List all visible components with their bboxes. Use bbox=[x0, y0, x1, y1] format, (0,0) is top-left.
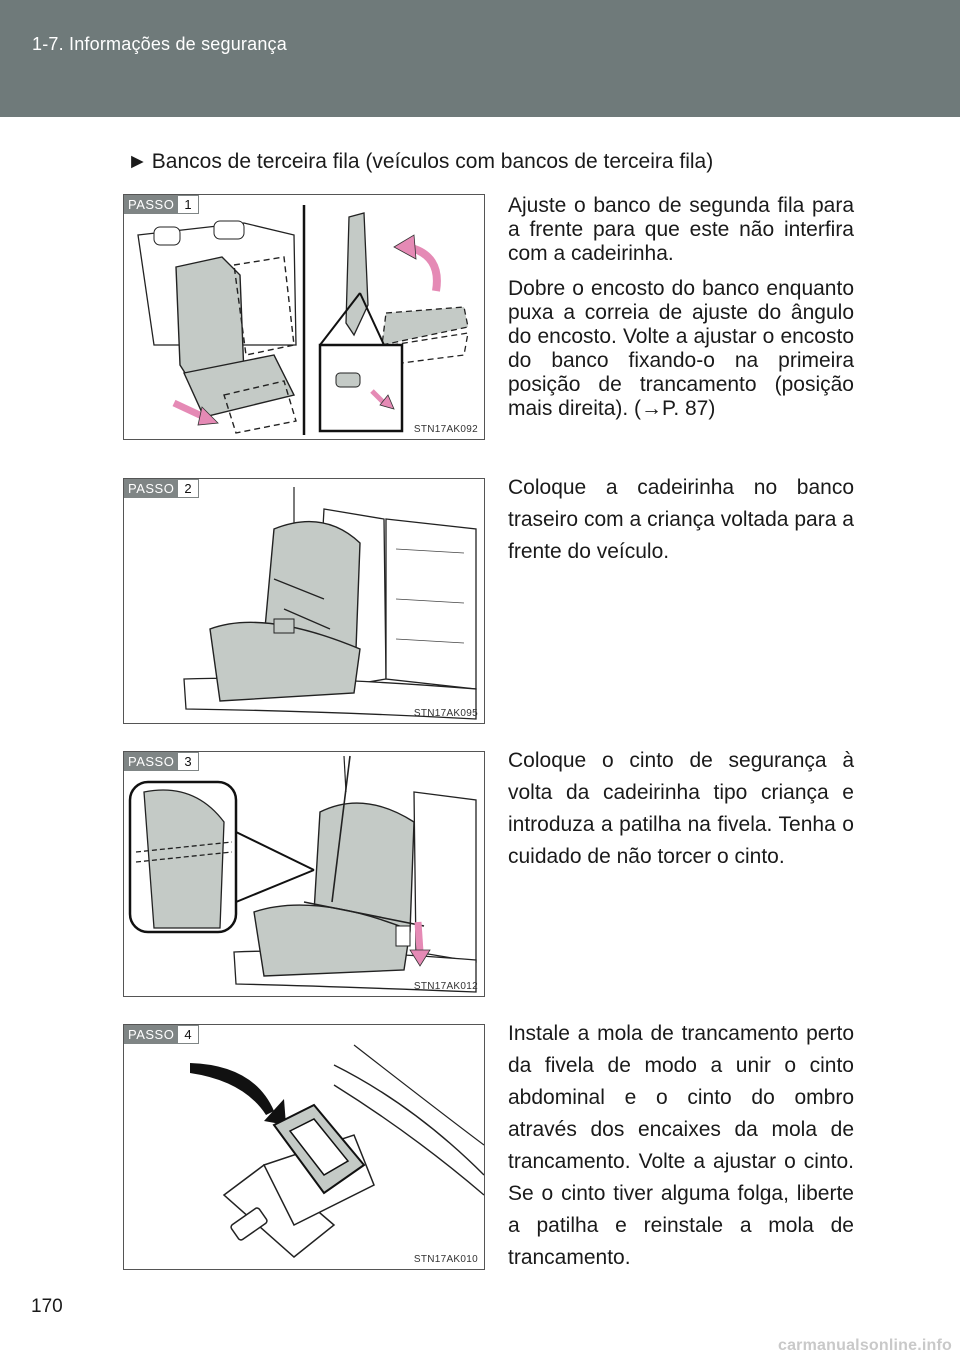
step-4-text bbox=[508, 1018, 854, 1285]
section-heading-text: Bancos de terceira fila (veículos com bancos de terceira fila) bbox=[151, 150, 714, 173]
step-label: PASSO bbox=[124, 1025, 178, 1044]
step-1-figure bbox=[123, 194, 485, 440]
step-1-text bbox=[508, 194, 854, 432]
step-label: PASSO bbox=[124, 195, 178, 214]
page-number: 170 bbox=[31, 1296, 63, 1317]
step-4-figure bbox=[123, 1024, 485, 1270]
triangle-arrow-icon: ► bbox=[127, 150, 148, 173]
child-seat-on-rear-seat-illustration bbox=[124, 479, 485, 724]
step-paragraph: Coloque a cadeirinha no banco traseiro com a criança voltada para a frente do veículo. bbox=[508, 476, 854, 563]
step-3-figure bbox=[123, 751, 485, 997]
step-4-badge bbox=[124, 1025, 199, 1044]
step-2-text bbox=[508, 472, 854, 579]
step-paragraph: Dobre o encosto do banco enquanto puxa a correia de ajuste do ângulo do encosto. Volte a ajustar o encosto do banco fixando-o na primeira posição de trancamento (posição mais direita). (→P. 87) bbox=[508, 277, 854, 420]
header-bar bbox=[0, 0, 960, 117]
step-label: PASSO bbox=[124, 752, 178, 771]
step-number: 4 bbox=[178, 1025, 198, 1044]
figure-code: STN17AK092 bbox=[413, 424, 478, 435]
step-number: 2 bbox=[178, 479, 198, 498]
rear-seat-folding-illustration bbox=[124, 195, 485, 440]
step-label: PASSO bbox=[124, 479, 178, 498]
step-number: 1 bbox=[178, 195, 198, 214]
step-3-text bbox=[508, 745, 854, 884]
section-heading bbox=[127, 150, 713, 174]
step-number: 3 bbox=[178, 752, 198, 771]
watermark: carmanualsonline.info bbox=[777, 1337, 952, 1354]
section-title: 1-7. Informações de segurança bbox=[32, 34, 287, 54]
figure-code: STN17AK010 bbox=[413, 1254, 478, 1265]
step-2-badge bbox=[124, 479, 199, 498]
figure-code: STN17AK095 bbox=[413, 708, 478, 719]
step-paragraph: Instale a mola de trancamento perto da fivela de modo a unir o cinto abdominal e o cinto do ombro através dos encaixes da mola de trancamento. Volte a ajustar o cinto. Se o cinto tiver alguma folga, liberte a patilha e reinstale a mola de trancamento. bbox=[508, 1022, 854, 1269]
step-paragraph: Ajuste o banco de segunda fila para a frente para que este não interfira com a cadeirinha. bbox=[508, 194, 854, 265]
seat-belt-around-child-seat-illustration bbox=[124, 752, 485, 997]
locking-clip-illustration bbox=[124, 1025, 485, 1270]
step-3-badge bbox=[124, 752, 199, 771]
step-paragraph: Coloque o cinto de segurança à volta da cadeirinha tipo criança e introduza a patilha na fivela. Tenha o cuidado de não torcer o cinto. bbox=[508, 749, 854, 868]
step-2-figure bbox=[123, 478, 485, 724]
figure-code: STN17AK012 bbox=[413, 981, 478, 992]
step-1-badge bbox=[124, 195, 199, 214]
